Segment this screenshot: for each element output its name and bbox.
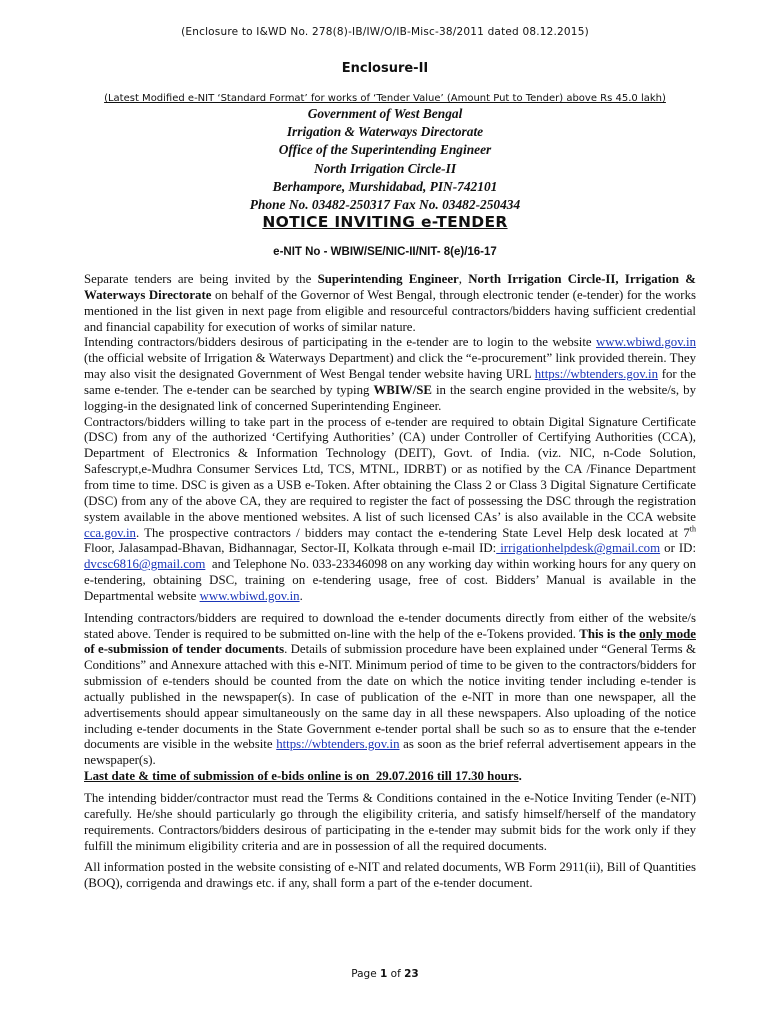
- paragraph-download: [84, 611, 696, 769]
- text-run: in the search engine provided in the website/s, by logging-in the designated link of concerned Superintending Engineer.: [84, 382, 697, 413]
- bold-run: This is the: [579, 626, 640, 641]
- text-run: as soon as the brief referral advertisement appears in the newspaper(s).: [84, 737, 696, 768]
- page-label: Page: [351, 968, 381, 980]
- text-run: Separate tenders are being invited by the: [84, 272, 318, 286]
- paragraph-terms: The intending bidder/contractor must read the Terms & Conditions contained in the e-Notice Inviting Tender (e-NIT) carefully. He/she should particularly go through the eligibility criteria, and satisfy himself/herself of the mandatory requirements. Contractors/bidders desirous of participating in the e-tender may submit bids for the work only if they fulfill the minimum eligibility criteria and are in possession of all the required documents.: [84, 791, 696, 853]
- bold-run: Superintending Engineer: [317, 272, 459, 286]
- bold-underline-run: only mode: [639, 626, 696, 641]
- office-address-block: [0, 105, 770, 214]
- superscript: th: [689, 524, 696, 534]
- paragraph-dsc: [84, 414, 700, 605]
- departmental-website-link[interactable]: www.wbiwd.gov.in: [199, 588, 300, 603]
- directorate-name: Irrigation & Waterways Directorate: [286, 124, 484, 140]
- office-phone-fax: Phone No. 03482-250317 Fax No. 03482-250434: [249, 197, 521, 213]
- paragraph-invitation: [84, 272, 696, 335]
- total-pages: 23: [404, 968, 419, 980]
- bold-run: of e-submission of tender documents: [84, 642, 285, 657]
- text-run: and Telephone No. 033-23346098 on any working day within working hours for any query on e-tendering, obtaining DSC, training on e-tendering usage, free of cost. Bidders’ Manual is available in the Departmental website: [84, 557, 700, 603]
- paragraph-information: All information posted in the website consisting of e-NIT and related documents, WB Form 2911(ii), Bill of Quantities (BOQ), corrigenda and drawings etc. if any, shall form a part of the e-tender document.: [84, 860, 696, 891]
- wbtenders-website-link[interactable]: https://wbtenders.gov.in: [276, 737, 400, 752]
- bold-run: North Irrigation Circle-II, Irrigation & Waterways Directorate: [84, 272, 697, 302]
- enclosure-title: Enclosure-II: [341, 61, 429, 76]
- text-run: .: [299, 588, 303, 603]
- latest-modified-note: (Latest Modified e-NIT ‘Standard Format’ for works of ‘Tender Value’ (Amount Put to Tender) above Rs 45.0 lakh): [104, 93, 666, 104]
- deadline-text: Last date & time of submission of e-bids online is on 29.07.2016 till 17.30 hours: [84, 769, 519, 784]
- cca-website-link[interactable]: cca.gov.in: [84, 525, 136, 540]
- text-run: (the official website of Irrigation & Waterways Department) and click the “e-procurement” link provided therein. They may also visit the designated Government of West Bengal tender website having URL: [84, 335, 706, 382]
- text-run: . Details of submission procedure have been explained under “General Terms & Conditions” and Annexure attached with this e-NIT. Minimum period of time to be given to the contractors/bidders for submission of e-tenders should be counted from the date on which the notice inviting tender including e-tender is actually published in the newspaper(s). In case of publication of the e-NIT in more than one newspaper, all the advertisements should appear simultaneously on the same day in all these newspapers. Also uploading of the notice including e-tender documents in the State Government e-tender portal shall be such so as to ensure that the e-tender documents are visible in the website: [84, 642, 696, 752]
- current-page: 1: [380, 968, 388, 980]
- enclosure-reference: (Enclosure to I&WD No. 278(8)-IB/IW/O/IB-Misc-38/2011 dated 08.12.2015): [181, 26, 589, 38]
- office-location: Berhampore, Murshidabad, PIN-742101: [272, 178, 498, 194]
- notice-title: NOTICE INVITING e-TENDER: [262, 213, 508, 231]
- wbiwd-website-link[interactable]: www.wbiwd.gov.in: [595, 335, 696, 350]
- government-name: Government of West Bengal: [307, 106, 463, 121]
- nit-number: e-NIT No - WBIW/SE/NIC-II/NIT- 8(e)/16-17: [273, 246, 497, 258]
- text-run: on behalf of the Governor of West Bengal, through electronic tender (e-tender) for the works mentioned in the list given in next page from eligible and resourceful contractors/bidders having sufficient credential and financial capability for execution of works of similar nature.: [84, 287, 697, 334]
- text-run: or ID:: [660, 541, 697, 556]
- office-name: Office of the Superintending Engineer: [278, 142, 492, 158]
- dvcsc-email-link[interactable]: dvcsc6816@gmail.com: [84, 557, 206, 572]
- page-number: [0, 968, 770, 980]
- bold-run: .: [518, 769, 522, 784]
- circle-name: North Irrigation Circle-II: [313, 160, 457, 176]
- text-run: for the same e-tender. The e-tender can be searched by typing: [84, 367, 697, 397]
- paragraph-login: [84, 335, 706, 414]
- wbtenders-website-link[interactable]: https://wbtenders.gov.in: [534, 367, 659, 382]
- text-run: . The prospective contractors / bidders may contact the e-tendering State Level Help desk located at 7: [135, 525, 690, 540]
- page-of-label: of: [387, 968, 405, 980]
- text-run: Intending contractors/bidders desirous of participating in the e-tender are to login to the website: [84, 335, 596, 350]
- helpdesk-email-link[interactable]: irrigationhelpdesk@gmail.com: [496, 541, 661, 556]
- text-run: Floor, Jalasampad-Bhavan, Bidhannagar, Sector-II, Kolkata through e-mail ID:: [84, 541, 497, 556]
- notice-body: [84, 272, 706, 892]
- paragraph-deadline: [84, 769, 696, 785]
- text-run: Intending contractors/bidders are required to download the e-tender documents directly from either of the website/s stated above. Tender is required to be submitted on-line with the help of the e-Tokens provided.: [84, 610, 696, 641]
- text-run: ,: [458, 272, 469, 286]
- text-run: Contractors/bidders willing to take part in the process of e-tender are required to obtain Digital Signature Certificate (DSC) from any of the authorized ‘Certifying Authorities’ (CA) under Controller of Certifying Authorities (CCA), Department of Electronics & Information Technology (DEIT), Govt. of India. (viz. NIC, n-Code Solution, Safescrypt,e-Mudhra Consumer Services Ltd, TCS, MTNL, IDRBT) or as notified by the CA /Finance Department from time to time. DSC is given as a USB e-Token. After obtaining the Class 2 or Class 3 Digital Signature Certificate (DSC) from any of the above CA, they are required to register the fact of possessing the DSC through the registration system available in the above mentioned websites. A list of such licensed CAs’ is also available in the CCA website: [84, 414, 696, 524]
- bold-run: WBIW/SE: [373, 382, 432, 397]
